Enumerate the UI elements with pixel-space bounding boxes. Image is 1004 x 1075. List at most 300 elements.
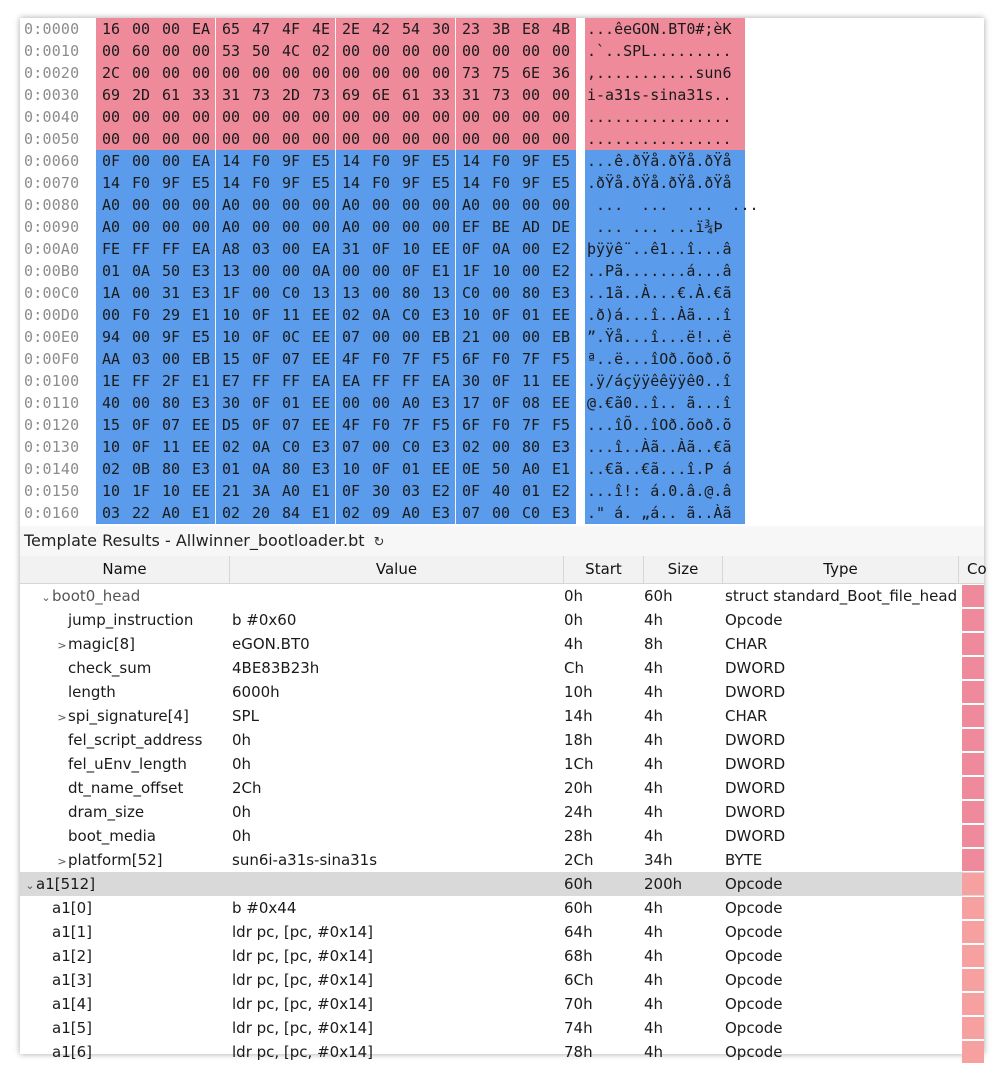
hex-byte[interactable]: 00 (131, 20, 151, 38)
hex-byte[interactable]: 54 (401, 20, 421, 38)
hex-byte[interactable]: 2D (131, 86, 151, 104)
hex-byte[interactable]: 50 (251, 42, 271, 60)
hex-bytes[interactable] (96, 194, 576, 216)
hex-byte[interactable]: 50 (491, 460, 511, 478)
hex-byte[interactable]: 10 (101, 482, 121, 500)
hex-byte[interactable]: EE (551, 306, 571, 324)
hex-byte[interactable]: F0 (131, 174, 151, 192)
hex-row[interactable] (20, 106, 984, 128)
hex-byte[interactable]: 0F (251, 328, 271, 346)
hex-byte[interactable]: 00 (371, 218, 391, 236)
hex-byte[interactable]: 0A (251, 460, 271, 478)
hex-bytes[interactable] (96, 150, 576, 172)
hex-byte[interactable]: 00 (431, 218, 451, 236)
hex-byte[interactable]: 33 (191, 86, 211, 104)
hex-byte[interactable]: 14 (221, 152, 241, 170)
hex-byte[interactable]: A8 (221, 240, 241, 258)
hex-byte[interactable]: 6E (371, 86, 391, 104)
hex-ascii[interactable]: ." á. „á.. ã..Àã (585, 502, 745, 524)
hex-byte[interactable]: E3 (431, 438, 451, 456)
chevron-right-icon[interactable]: > (57, 639, 67, 652)
table-row[interactable] (20, 776, 984, 800)
hex-byte[interactable]: 00 (341, 64, 361, 82)
hex-byte[interactable]: 00 (131, 284, 151, 302)
table-row[interactable] (20, 632, 984, 656)
hex-byte[interactable]: 00 (371, 284, 391, 302)
hex-byte[interactable]: 00 (161, 130, 181, 148)
hex-byte[interactable]: 00 (521, 86, 541, 104)
hex-ascii[interactable]: ...î!: á.0.â.@.â (585, 480, 745, 502)
hex-byte[interactable]: 00 (281, 240, 301, 258)
hex-byte[interactable]: 00 (521, 196, 541, 214)
hex-byte[interactable]: EB (551, 328, 571, 346)
hex-byte[interactable]: EA (311, 240, 331, 258)
hex-byte[interactable]: 00 (101, 108, 121, 126)
hex-byte[interactable]: E5 (551, 152, 571, 170)
hex-byte[interactable]: 9F (521, 152, 541, 170)
hex-byte[interactable]: 00 (431, 64, 451, 82)
hex-byte[interactable]: EE (311, 350, 331, 368)
hex-byte[interactable]: 10 (491, 262, 511, 280)
hex-byte[interactable]: 94 (101, 328, 121, 346)
hex-byte[interactable]: 07 (341, 328, 361, 346)
hex-byte[interactable]: 21 (221, 482, 241, 500)
hex-ascii[interactable]: ,...........sun6 (585, 62, 745, 84)
hex-bytes[interactable] (96, 18, 576, 40)
hex-byte[interactable]: E3 (551, 504, 571, 522)
hex-byte[interactable]: E3 (551, 284, 571, 302)
hex-byte[interactable]: F0 (371, 416, 391, 434)
hex-byte[interactable]: 00 (341, 394, 361, 412)
column-header-start[interactable]: Start (564, 556, 644, 583)
hex-byte[interactable]: 0A (371, 306, 391, 324)
hex-byte[interactable]: 73 (491, 86, 511, 104)
table-row[interactable] (20, 800, 984, 824)
hex-byte[interactable]: F0 (251, 152, 271, 170)
hex-row[interactable] (20, 348, 984, 370)
hex-byte[interactable]: E3 (191, 460, 211, 478)
hex-byte[interactable]: 14 (461, 174, 481, 192)
hex-byte[interactable]: 03 (131, 350, 151, 368)
hex-byte[interactable]: 00 (431, 108, 451, 126)
hex-byte[interactable]: 00 (491, 438, 511, 456)
hex-byte[interactable]: 13 (311, 284, 331, 302)
hex-byte[interactable]: F0 (491, 174, 511, 192)
table-row[interactable] (20, 656, 984, 680)
hex-byte[interactable]: 00 (281, 108, 301, 126)
hex-byte[interactable]: 00 (491, 196, 511, 214)
hex-byte[interactable]: 11 (281, 306, 301, 324)
hex-byte[interactable]: 00 (431, 196, 451, 214)
hex-byte[interactable]: 7F (521, 416, 541, 434)
table-row[interactable] (20, 824, 984, 848)
hex-byte[interactable]: EE (551, 372, 571, 390)
hex-row[interactable] (20, 502, 984, 524)
hex-byte[interactable]: E2 (431, 482, 451, 500)
hex-ascii[interactable]: .ÿ/áçÿÿêêÿÿê0..î (585, 370, 745, 392)
hex-byte[interactable]: F5 (551, 350, 571, 368)
hex-bytes[interactable] (96, 238, 576, 260)
hex-byte[interactable]: 0F (491, 372, 511, 390)
hex-byte[interactable]: F5 (431, 350, 451, 368)
hex-byte[interactable]: 00 (491, 108, 511, 126)
hex-byte[interactable]: E3 (191, 284, 211, 302)
hex-byte[interactable]: 00 (491, 130, 511, 148)
hex-byte[interactable]: EE (431, 240, 451, 258)
hex-byte[interactable]: 00 (191, 196, 211, 214)
hex-byte[interactable]: 10 (221, 328, 241, 346)
hex-byte[interactable]: 10 (161, 482, 181, 500)
hex-byte[interactable]: 00 (251, 130, 271, 148)
hex-byte[interactable]: 00 (401, 218, 421, 236)
hex-ascii[interactable]: ................ (585, 128, 745, 150)
hex-bytes[interactable] (96, 436, 576, 458)
hex-byte[interactable]: 0F (401, 262, 421, 280)
hex-byte[interactable]: EA (191, 20, 211, 38)
hex-byte[interactable]: 1A (101, 284, 121, 302)
hex-byte[interactable]: 03 (401, 482, 421, 500)
hex-byte[interactable]: 02 (221, 504, 241, 522)
hex-byte[interactable]: 00 (341, 130, 361, 148)
table-row[interactable] (20, 752, 984, 776)
hex-byte[interactable]: 73 (461, 64, 481, 82)
hex-byte[interactable]: 00 (281, 196, 301, 214)
hex-byte[interactable]: 4F (341, 350, 361, 368)
hex-byte[interactable]: 4E (311, 20, 331, 38)
table-row[interactable] (20, 608, 984, 632)
hex-byte[interactable]: C0 (401, 438, 421, 456)
hex-byte[interactable]: 29 (161, 306, 181, 324)
hex-byte[interactable]: 47 (251, 20, 271, 38)
hex-byte[interactable]: 00 (131, 64, 151, 82)
hex-byte[interactable]: 00 (131, 108, 151, 126)
hex-byte[interactable]: 1F (461, 262, 481, 280)
hex-byte[interactable]: 00 (251, 196, 271, 214)
hex-bytes[interactable] (96, 370, 576, 392)
hex-byte[interactable]: EA (191, 240, 211, 258)
hex-byte[interactable]: EA (311, 372, 331, 390)
hex-row[interactable] (20, 216, 984, 238)
hex-byte[interactable]: A0 (161, 504, 181, 522)
hex-byte[interactable]: 07 (461, 504, 481, 522)
hex-byte[interactable]: E3 (551, 438, 571, 456)
hex-byte[interactable]: 0F (491, 394, 511, 412)
hex-byte[interactable]: 00 (521, 262, 541, 280)
hex-byte[interactable]: 11 (161, 438, 181, 456)
hex-byte[interactable]: 40 (101, 394, 121, 412)
hex-ascii[interactable]: ”.Ÿå...î...ë!..ë (585, 326, 745, 348)
hex-byte[interactable]: 00 (311, 130, 331, 148)
column-header-size[interactable]: Size (644, 556, 723, 583)
chevron-down-icon[interactable]: ⌄ (25, 879, 35, 892)
hex-byte[interactable]: E5 (431, 152, 451, 170)
hex-byte[interactable]: 00 (491, 284, 511, 302)
hex-byte[interactable]: F0 (491, 350, 511, 368)
hex-ascii[interactable]: ................ (585, 106, 745, 128)
hex-byte[interactable]: 00 (191, 108, 211, 126)
hex-byte[interactable]: 9F (281, 152, 301, 170)
hex-bytes[interactable] (96, 282, 576, 304)
hex-byte[interactable]: 00 (431, 42, 451, 60)
hex-byte[interactable]: 00 (161, 108, 181, 126)
hex-byte[interactable]: 73 (251, 86, 271, 104)
hex-byte[interactable]: EF (461, 218, 481, 236)
hex-ascii[interactable]: ... ... ...ï¾Þ (585, 216, 745, 238)
hex-byte[interactable]: 00 (521, 42, 541, 60)
hex-byte[interactable]: 00 (221, 130, 241, 148)
hex-byte[interactable]: E1 (431, 262, 451, 280)
hex-byte[interactable]: FF (131, 240, 151, 258)
hex-byte[interactable]: C0 (281, 284, 301, 302)
hex-byte[interactable]: 00 (521, 240, 541, 258)
hex-byte[interactable]: 14 (461, 152, 481, 170)
hex-byte[interactable]: 0A (131, 262, 151, 280)
hex-byte[interactable]: 61 (401, 86, 421, 104)
hex-byte[interactable]: 40 (491, 482, 511, 500)
hex-ascii[interactable]: ...îÕ..îOð.õoð.õ (585, 414, 745, 436)
hex-byte[interactable]: 01 (521, 482, 541, 500)
hex-byte[interactable]: FF (251, 372, 271, 390)
hex-ascii[interactable]: i-a31s-sina31s.. (585, 84, 745, 106)
hex-byte[interactable]: 01 (101, 262, 121, 280)
hex-byte[interactable]: 0F (101, 152, 121, 170)
hex-byte[interactable]: 73 (311, 86, 331, 104)
hex-row[interactable] (20, 436, 984, 458)
hex-row[interactable] (20, 260, 984, 282)
hex-ascii[interactable]: ..€ã..€ã...î.P á (585, 458, 745, 480)
hex-byte[interactable]: 01 (221, 460, 241, 478)
hex-byte[interactable]: 00 (311, 218, 331, 236)
hex-byte[interactable]: E3 (431, 306, 451, 324)
hex-bytes[interactable] (96, 128, 576, 150)
hex-byte[interactable]: 00 (551, 42, 571, 60)
hex-byte[interactable]: FF (371, 372, 391, 390)
hex-byte[interactable]: 00 (521, 328, 541, 346)
table-row[interactable] (20, 1016, 984, 1040)
hex-byte[interactable]: 00 (251, 108, 271, 126)
hex-byte[interactable]: 00 (161, 196, 181, 214)
hex-byte[interactable]: 13 (221, 262, 241, 280)
hex-bytes[interactable] (96, 480, 576, 502)
hex-byte[interactable]: 61 (161, 86, 181, 104)
hex-byte[interactable]: 00 (281, 130, 301, 148)
hex-byte[interactable]: 60 (131, 42, 151, 60)
hex-byte[interactable]: A0 (401, 504, 421, 522)
hex-byte[interactable]: 00 (311, 196, 331, 214)
hex-byte[interactable]: AA (101, 350, 121, 368)
hex-bytes[interactable] (96, 216, 576, 238)
hex-byte[interactable]: EE (191, 482, 211, 500)
hex-byte[interactable]: 0A (251, 438, 271, 456)
hex-byte[interactable]: 00 (371, 262, 391, 280)
hex-row[interactable] (20, 150, 984, 172)
hex-byte[interactable]: 6F (461, 416, 481, 434)
hex-byte[interactable]: 13 (341, 284, 361, 302)
table-row[interactable] (20, 848, 984, 872)
hex-byte[interactable]: 00 (401, 42, 421, 60)
hex-byte[interactable]: 6F (461, 350, 481, 368)
hex-byte[interactable]: 10 (341, 460, 361, 478)
hex-byte[interactable]: 00 (191, 130, 211, 148)
hex-row[interactable] (20, 414, 984, 436)
hex-bytes[interactable] (96, 106, 576, 128)
hex-byte[interactable]: 14 (341, 152, 361, 170)
hex-byte[interactable]: 00 (401, 130, 421, 148)
hex-ascii[interactable]: ...êeGON.BT0#;èK (585, 18, 745, 40)
hex-byte[interactable]: 0B (131, 460, 151, 478)
hex-byte[interactable]: F0 (131, 306, 151, 324)
hex-byte[interactable]: E3 (191, 262, 211, 280)
hex-row[interactable] (20, 128, 984, 150)
hex-byte[interactable]: 10 (101, 438, 121, 456)
hex-byte[interactable]: 00 (191, 64, 211, 82)
hex-byte[interactable]: 30 (221, 394, 241, 412)
hex-byte[interactable]: 9F (161, 328, 181, 346)
hex-byte[interactable]: F5 (431, 416, 451, 434)
hex-byte[interactable]: 00 (341, 42, 361, 60)
hex-byte[interactable]: 36 (551, 64, 571, 82)
hex-byte[interactable]: F5 (551, 416, 571, 434)
hex-byte[interactable]: 00 (251, 64, 271, 82)
hex-byte[interactable]: 9F (401, 174, 421, 192)
hex-byte[interactable]: 6E (521, 64, 541, 82)
hex-editor-view[interactable] (20, 18, 984, 526)
hex-byte[interactable]: 00 (371, 328, 391, 346)
hex-byte[interactable]: 53 (221, 42, 241, 60)
hex-byte[interactable]: 2F (161, 372, 181, 390)
hex-bytes[interactable] (96, 84, 576, 106)
hex-byte[interactable]: 1E (101, 372, 121, 390)
hex-byte[interactable]: EE (191, 416, 211, 434)
hex-ascii[interactable]: .ðŸå.ðŸå.ðŸå.ðŸå (585, 172, 745, 194)
hex-byte[interactable]: 31 (341, 240, 361, 258)
hex-byte[interactable]: 2C (101, 64, 121, 82)
hex-byte[interactable]: DE (551, 218, 571, 236)
hex-byte[interactable]: 0F (341, 482, 361, 500)
hex-byte[interactable]: 01 (521, 306, 541, 324)
hex-byte[interactable]: 80 (281, 460, 301, 478)
hex-byte[interactable]: 00 (251, 218, 271, 236)
hex-byte[interactable]: 00 (401, 108, 421, 126)
hex-byte[interactable]: 80 (401, 284, 421, 302)
hex-ascii[interactable]: ..Pã.......á...â (585, 260, 745, 282)
hex-row[interactable] (20, 304, 984, 326)
hex-byte[interactable]: FF (401, 372, 421, 390)
hex-byte[interactable]: 3B (491, 20, 511, 38)
hex-byte[interactable]: 0F (461, 240, 481, 258)
table-row[interactable] (20, 728, 984, 752)
hex-byte[interactable]: 00 (101, 42, 121, 60)
table-row[interactable] (20, 968, 984, 992)
hex-byte[interactable]: 69 (101, 86, 121, 104)
hex-byte[interactable]: 01 (401, 460, 421, 478)
column-header-type[interactable]: Type (723, 556, 959, 583)
hex-byte[interactable]: E7 (221, 372, 241, 390)
hex-byte[interactable]: 00 (401, 64, 421, 82)
hex-byte[interactable]: E1 (311, 504, 331, 522)
hex-ascii[interactable]: .ð)á...î..Àã...î (585, 304, 745, 326)
hex-byte[interactable]: 65 (221, 20, 241, 38)
hex-byte[interactable]: 00 (131, 328, 151, 346)
hex-byte[interactable]: 00 (551, 196, 571, 214)
hex-byte[interactable]: 02 (341, 504, 361, 522)
hex-byte[interactable]: EE (311, 416, 331, 434)
hex-byte[interactable]: 11 (521, 372, 541, 390)
hex-byte[interactable]: 7F (401, 416, 421, 434)
hex-ascii[interactable]: ...ê.ðŸå.ðŸå.ðŸå (585, 150, 745, 172)
hex-byte[interactable]: EE (431, 460, 451, 478)
table-row[interactable] (20, 584, 984, 608)
hex-byte[interactable]: 00 (161, 350, 181, 368)
hex-byte[interactable]: 9F (161, 174, 181, 192)
hex-byte[interactable]: 00 (371, 42, 391, 60)
hex-byte[interactable]: F0 (371, 174, 391, 192)
hex-byte[interactable]: 10 (221, 306, 241, 324)
hex-byte[interactable]: 15 (221, 350, 241, 368)
hex-byte[interactable]: 4B (551, 20, 571, 38)
hex-byte[interactable]: A0 (221, 218, 241, 236)
hex-row[interactable] (20, 40, 984, 62)
hex-row[interactable] (20, 194, 984, 216)
hex-byte[interactable]: E3 (431, 504, 451, 522)
hex-byte[interactable]: 4F (281, 20, 301, 38)
hex-byte[interactable]: 00 (311, 64, 331, 82)
hex-byte[interactable]: 0A (311, 262, 331, 280)
hex-byte[interactable]: 14 (341, 174, 361, 192)
hex-byte[interactable]: E1 (311, 482, 331, 500)
hex-byte[interactable]: 00 (131, 130, 151, 148)
hex-byte[interactable]: F0 (251, 174, 271, 192)
hex-byte[interactable]: 00 (221, 108, 241, 126)
hex-byte[interactable]: 4C (281, 42, 301, 60)
hex-byte[interactable]: 69 (341, 86, 361, 104)
hex-byte[interactable]: 15 (101, 416, 121, 434)
hex-byte[interactable]: EA (341, 372, 361, 390)
hex-bytes[interactable] (96, 40, 576, 62)
hex-row[interactable] (20, 458, 984, 480)
hex-byte[interactable]: 23 (461, 20, 481, 38)
hex-byte[interactable]: 00 (461, 130, 481, 148)
hex-byte[interactable]: AD (521, 218, 541, 236)
hex-byte[interactable]: F0 (491, 416, 511, 434)
hex-byte[interactable]: EE (191, 438, 211, 456)
hex-byte[interactable]: 00 (551, 108, 571, 126)
hex-byte[interactable]: 9F (401, 152, 421, 170)
hex-byte[interactable]: 01 (281, 394, 301, 412)
hex-byte[interactable]: E8 (521, 20, 541, 38)
hex-byte[interactable]: 00 (131, 196, 151, 214)
hex-byte[interactable]: C0 (281, 438, 301, 456)
hex-byte[interactable]: A0 (101, 218, 121, 236)
hex-byte[interactable]: A0 (101, 196, 121, 214)
hex-bytes[interactable] (96, 304, 576, 326)
hex-byte[interactable]: 00 (371, 130, 391, 148)
hex-byte[interactable]: 07 (281, 416, 301, 434)
hex-bytes[interactable] (96, 392, 576, 414)
hex-byte[interactable]: E3 (191, 394, 211, 412)
hex-byte[interactable]: E1 (191, 372, 211, 390)
hex-byte[interactable]: FE (101, 240, 121, 258)
hex-byte[interactable]: 20 (251, 504, 271, 522)
table-row[interactable] (20, 680, 984, 704)
hex-byte[interactable]: 00 (371, 108, 391, 126)
hex-byte[interactable]: 02 (461, 438, 481, 456)
hex-byte[interactable]: EE (311, 306, 331, 324)
hex-byte[interactable]: 0F (251, 416, 271, 434)
hex-byte[interactable]: E5 (191, 174, 211, 192)
hex-byte[interactable]: 0F (371, 240, 391, 258)
hex-byte[interactable]: E5 (431, 174, 451, 192)
